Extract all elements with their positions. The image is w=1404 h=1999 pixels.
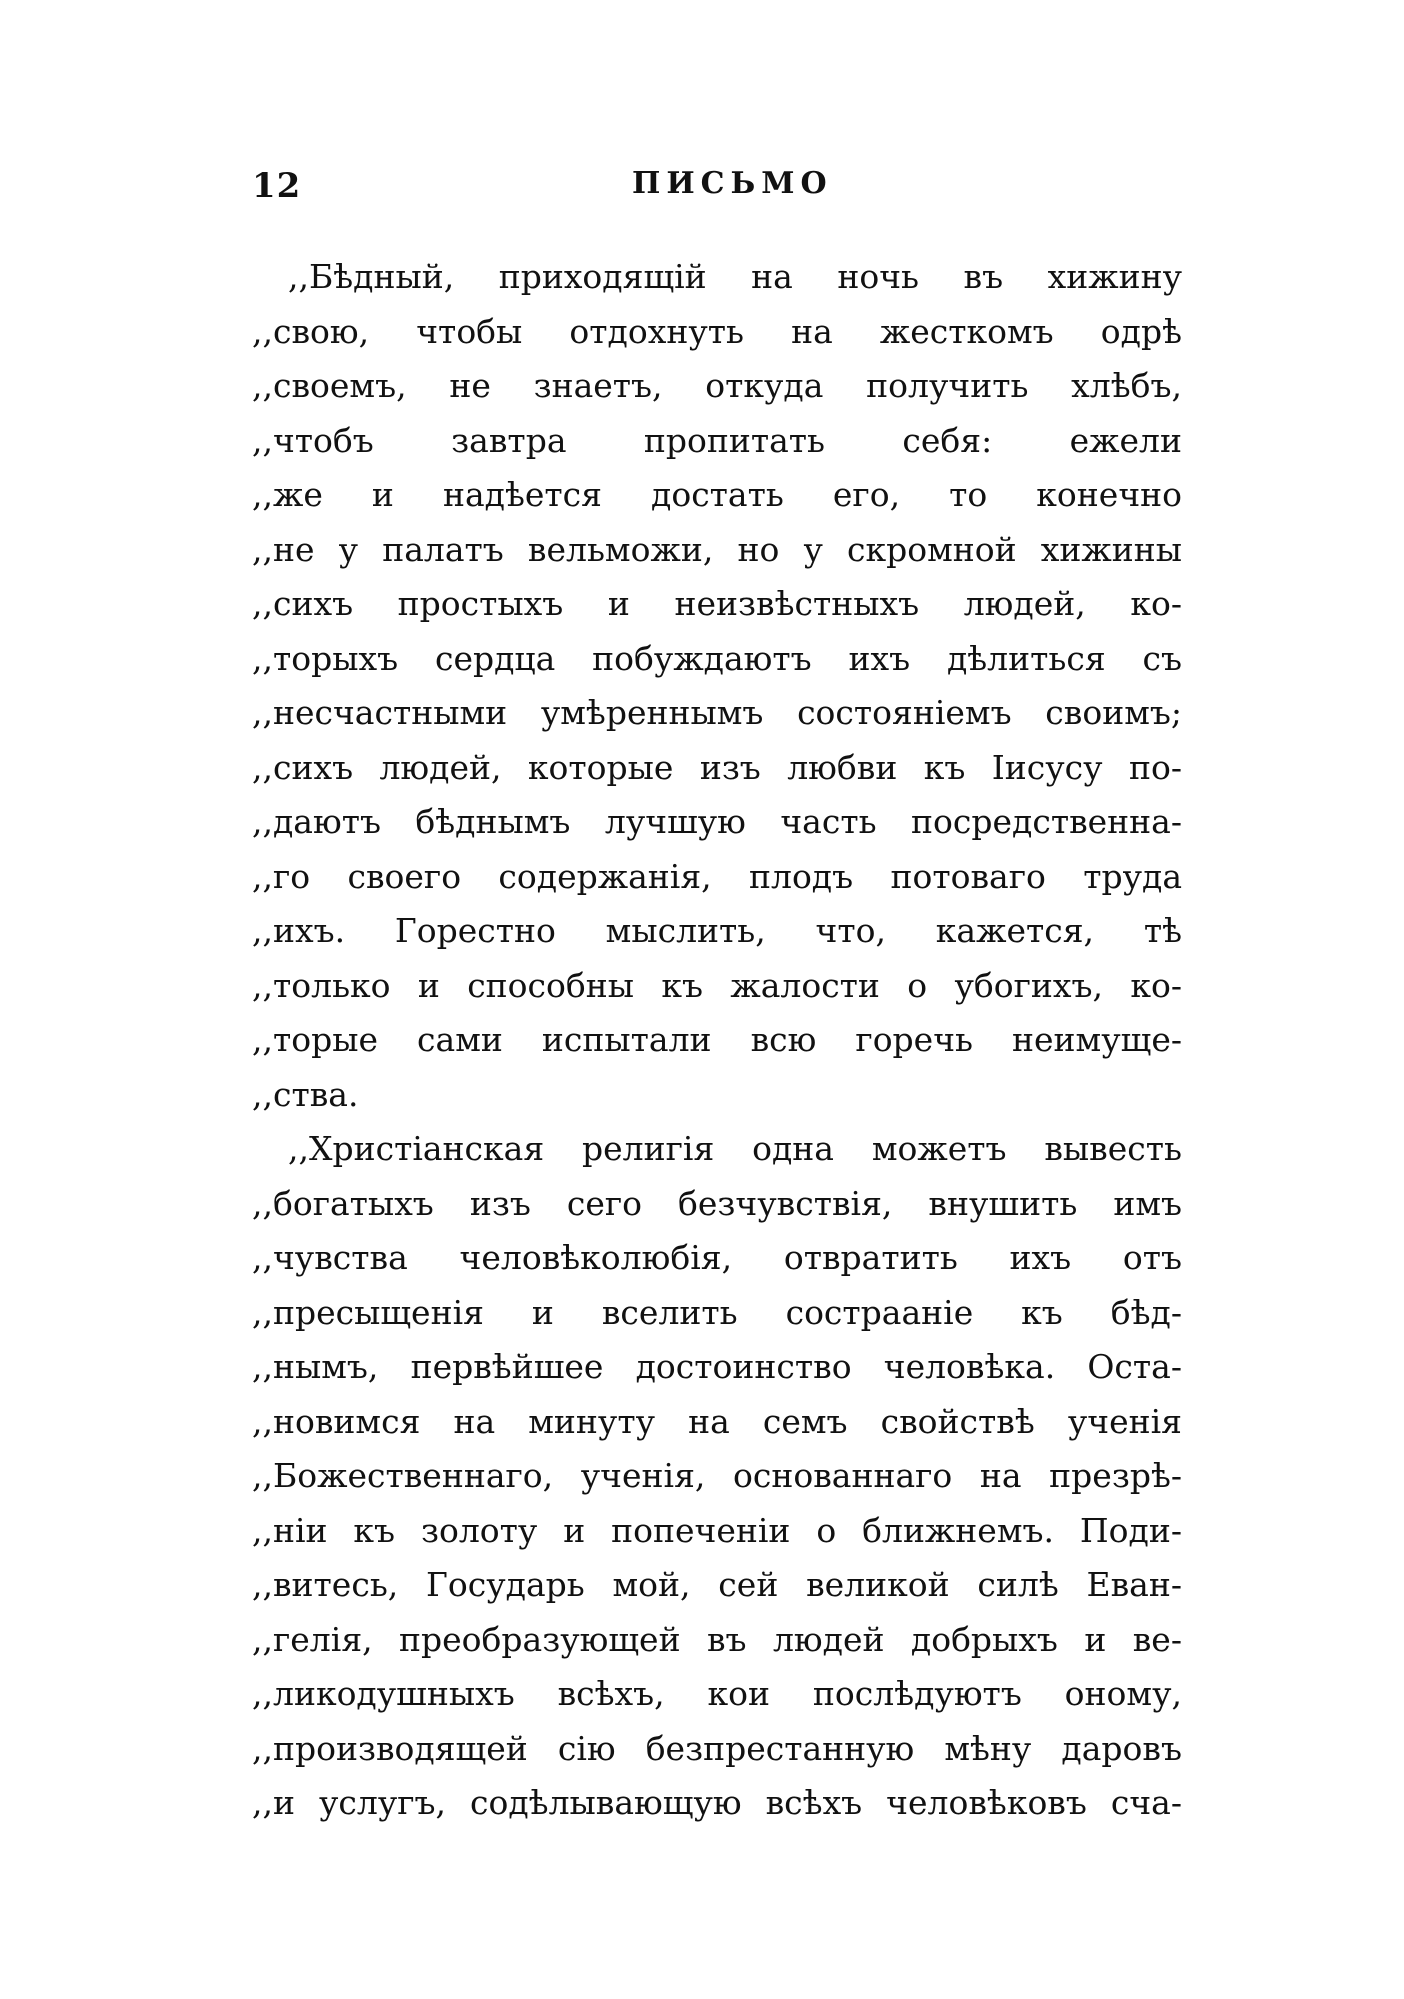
text-line: ,,торыхъ сердца побуждаютъ ихъ дѣлиться съ (252, 638, 1182, 678)
running-head: ПИСЬМО (632, 166, 833, 201)
text-line: ,,не у палатъ вельможи, но у скромной хижины (252, 529, 1182, 569)
text-line: ,,Божественнаго, ученія, основаннаго на презрѣ- (252, 1456, 1182, 1495)
page-number: 12 (252, 166, 302, 206)
text-line: ,,богатыхъ изъ сего безчувствія, внушить имъ (252, 1183, 1182, 1223)
text-line: ,,ніи къ золоту и попеченіи о ближнемъ. Поди- (252, 1510, 1182, 1550)
text-line: ,,торые сами испытали всю горечь неимуще- (252, 1020, 1182, 1059)
text-line: ,,витесь, Государь мой, сей великой силѣ Еван- (252, 1565, 1182, 1604)
text-line: ,,чувства человѣколюбія, отвратить ихъ отъ (252, 1238, 1182, 1277)
text-line: ,,только и способны къ жалости о убогихъ, ко- (252, 965, 1182, 1005)
text-line: ,,новимся на минуту на семъ свойствѣ ученія (252, 1401, 1182, 1441)
text-line: ,,сихъ простыхъ и неизвѣстныхъ людей, ко- (252, 584, 1182, 623)
text-line: ,,ства. (252, 1074, 359, 1114)
text-line: ,,пресыщенія и вселить сострааніе къ бѣд- (252, 1292, 1182, 1332)
text-line: ,,ихъ. Горестно мыслить, что, кажется, тѣ (252, 911, 1182, 950)
text-line: ,,своемъ, не знаетъ, откуда получить хлѣбъ, (252, 366, 1182, 405)
text-line: ,,го своего содержанія, плодъ потоваго труда (252, 856, 1182, 896)
text-line: ,,нымъ, первѣйшее достоинство человѣка. Оста- (252, 1347, 1182, 1386)
text-line: ,,чтобъ завтра пропитать себя: ежели (252, 420, 1182, 460)
text-line: ,,производящей сію безпрестанную мѣну даровъ (252, 1728, 1182, 1768)
text-line: ,,несчастными умѣреннымъ состояніемъ своимъ; (252, 693, 1182, 732)
text-line: ,,и услугъ, содѣлывающую всѣхъ человѣковъ сча- (252, 1783, 1182, 1822)
text-line: ,,свою, чтобы отдохнуть на жесткомъ одрѣ (252, 311, 1182, 351)
text-line: ,,даютъ бѣднымъ лучшую часть посредственна- (252, 802, 1182, 841)
text-line: ,,ликодушныхъ всѣхъ, кои послѣдуютъ оному, (252, 1674, 1182, 1713)
text-line: ,,Бѣдный, приходящій на ночь въ хижину (288, 257, 1182, 296)
text-line: ,,Христіанская религія одна можетъ вывесть (288, 1129, 1182, 1168)
body-text (252, 250, 1182, 1831)
text-line: ,,сихъ людей, которые изъ любви къ Іисусу по- (252, 747, 1182, 787)
text-line: ,,гелія, преобразующей въ людей добрыхъ и ве- (252, 1619, 1182, 1659)
text-line: ,,же и надѣется достать его, то конечно (252, 475, 1182, 514)
